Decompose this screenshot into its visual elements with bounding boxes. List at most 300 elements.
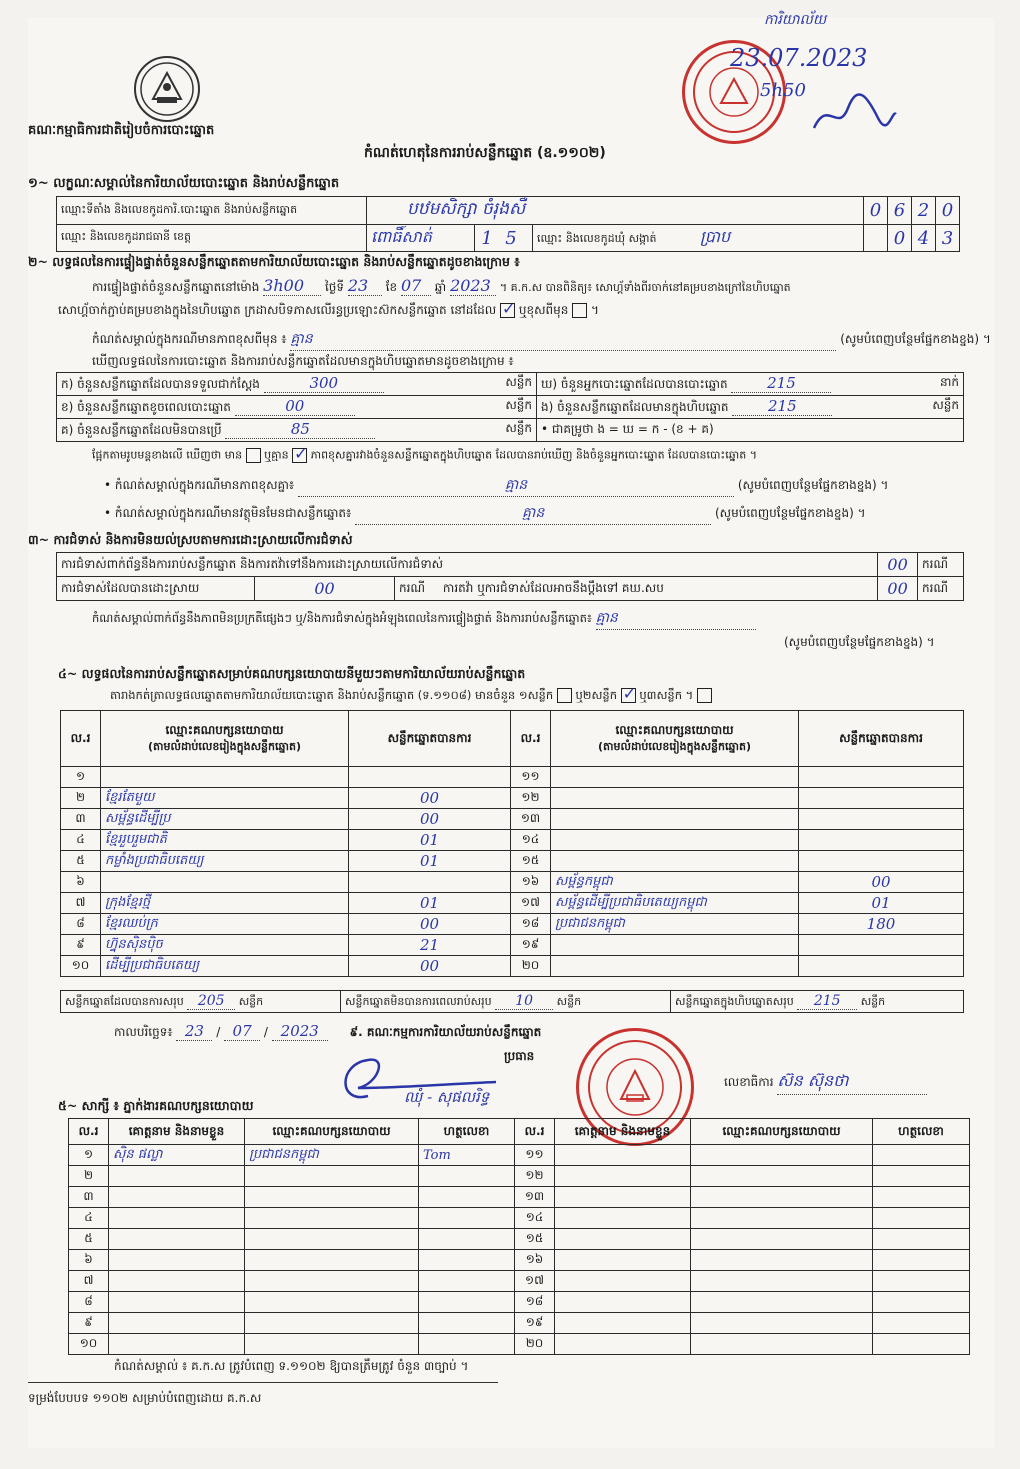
count-e-cell [537, 396, 964, 419]
results-row [61, 767, 964, 788]
count-c-label: គ) ចំនួនសន្លឹកឆ្នោតដែលមិនបានប្រើ [61, 423, 222, 437]
top-signature [808, 88, 898, 138]
results-no: ៦ [61, 872, 101, 893]
witness-col-sign: ហត្ថលេខា [419, 1119, 515, 1145]
para1-day: 23 [348, 276, 382, 296]
intro-text: តារាងកត់ត្រាលទ្ធផលឆ្នោតតាមការិយាល័យបោះឆ្នោត និងរាប់សន្លឹកឆ្នោត (ទ.១១០៨) មានចំនួន ១សន្លឹក [110, 688, 554, 702]
para1-month: 07 [401, 276, 431, 296]
commune-value: ប្រាប [700, 227, 731, 246]
secretary-label: លេខាធិការ [724, 1075, 774, 1089]
results-no: ១៦ [511, 872, 551, 893]
witness-sign [873, 1166, 970, 1187]
results-col-party-sub: (តាមលំដាប់លេខរៀងក្នុងសន្លឹកឆ្នោត) [148, 739, 301, 753]
witness-no: ១ [69, 1145, 109, 1166]
witness-sign [419, 1313, 515, 1334]
witness-row [69, 1292, 970, 1313]
witness-col-party: ឈ្មោះគណបក្សនយោបាយ [245, 1119, 419, 1145]
witness-no: ៤ [69, 1208, 109, 1229]
results-col-party-title: ឈ្មោះគណបក្សនយោបាយ [165, 722, 284, 737]
count-b-label: ខ) ចំនួនសន្លឹកឆ្នោតខូចពេលបោះឆ្នោត [61, 400, 231, 414]
commune-cell [533, 225, 864, 252]
bullet1-hint: (សូមបំពេញបន្ថែមផ្នែកខាងខ្នង) ។ [737, 478, 889, 492]
para2-text: សោហ្គ័ចាក់ភ្ជាប់គម្របខាងក្នុងនៃហិបឆ្នោត ក្រដាសបិទភាសលើរន្ធប្រឡោះស៊កសន្លឹកឆ្នោត នៅដដែល [58, 303, 497, 317]
results-row [61, 893, 964, 914]
witness-name [109, 1166, 245, 1187]
witness-sign [419, 1187, 515, 1208]
date-day: 23 [176, 1022, 212, 1041]
witness-sign [419, 1166, 515, 1187]
bullet2-hint: (សូមបំពេញបន្ថែមផ្នែកខាងខ្នង) ។ [714, 506, 866, 520]
witness-name [109, 1313, 245, 1334]
section2-title: ២~ លទ្ធផលនៃការផ្ទៀងផ្ទាត់ចំនួនសន្លឹកឆ្នោតតាមការិយាល័យបោះឆ្នោត និងរាប់សន្លឹកឆ្នោតដូចខាងក្រោម ៖ [28, 254, 520, 269]
count-d-label: ឃ) ចំនួនអ្នកបោះឆ្នោតដែលបានបោះឆ្នោត [541, 377, 728, 391]
bullet2-label: • កំណត់សម្គាល់ក្នុងករណីមានវត្ថុមិនមែនជាសន្លឹកឆ្នោត៖ [104, 506, 352, 520]
results-no: ៤ [61, 830, 101, 851]
witness-no: ១៤ [515, 1208, 555, 1229]
witness-sign [419, 1334, 515, 1355]
results-votes [799, 935, 964, 956]
witness-body [69, 1145, 970, 1355]
witness-sign [873, 1145, 970, 1166]
witness-no: ១៣ [515, 1187, 555, 1208]
witness-no: ១២ [515, 1166, 555, 1187]
secretary-name: ស៊ន ស៊ុនថា [777, 1070, 927, 1095]
witness-name [555, 1250, 691, 1271]
bullet1-label: • កំណត់សម្គាល់ក្នុងករណីមានភាពខុសគ្នា៖ [104, 478, 295, 492]
count-c-value: 85 [225, 420, 375, 439]
formula-text: • ជាគម្រូថា ង = ឃ = ក - (ខ + គ) [537, 419, 964, 442]
witness-table [68, 1118, 970, 1355]
para1-year-label: ឆ្នាំ [434, 280, 447, 294]
officials-label: ៩. គណៈកម្មការការិយាល័យរាប់សន្លឹកឆ្នោត [349, 1025, 542, 1039]
witness-no: ៦ [69, 1250, 109, 1271]
results-votes: 01 [349, 851, 511, 872]
witness-sign [419, 1208, 515, 1229]
counts-table [56, 372, 964, 442]
objection-value: 00 [878, 553, 918, 577]
province-code-1: 1 [481, 227, 493, 249]
witness-party [245, 1208, 419, 1229]
witness-sign [419, 1250, 515, 1271]
results-party: ខ្មែរឈប់ក្រ [101, 914, 349, 935]
results-body [61, 767, 964, 977]
section1-title: ១~ លក្ខណៈសម្គាល់នៃការិយាល័យបោះឆ្នោត និងរាប់សន្លឹកឆ្នោត [28, 176, 340, 191]
witness-party [691, 1187, 873, 1208]
witness-party [245, 1166, 419, 1187]
results-row [61, 830, 964, 851]
results-party [101, 872, 349, 893]
location-code-1: 0 [864, 197, 888, 225]
secretary-line [724, 1070, 927, 1095]
stamp-date: 23.07.2023 [730, 44, 868, 72]
count-a-value: 300 [264, 374, 384, 393]
witness-name [555, 1145, 691, 1166]
results-no: ៨ [61, 914, 101, 935]
total-box-cell [671, 991, 964, 1013]
results-party: សម្ព័ន្ធដើម្បីប្រជាធិបតេយ្យកម្ពុជា [551, 893, 799, 914]
witness-sign [873, 1334, 970, 1355]
results-party: ហ្វ៊ុនស៊ិនប៉ិច [101, 935, 349, 956]
witness-sign [873, 1250, 970, 1271]
witness-no: ១១ [515, 1145, 555, 1166]
witness-name [109, 1334, 245, 1355]
results-votes: 00 [349, 788, 511, 809]
witness-no: ១៦ [515, 1250, 555, 1271]
compare-text: ផ្អែកតាមរូបមន្តខាងលើ ឃើញថា មាន [92, 448, 243, 462]
observed-text: ឃើញលទ្ធផលនៃការបោះឆ្នោត និងការរាប់សន្លឹកឆ្នោតដែលមានក្នុងហិបឆ្នោតមានដូចខាងក្រោម ៖ [92, 354, 514, 368]
commune-code-2: 4 [912, 225, 936, 252]
intact-checkbox[interactable] [500, 303, 515, 318]
results-votes: 00 [349, 956, 511, 977]
results-party: កម្លាំងប្រជាធិបតេយ្យ [101, 851, 349, 872]
witness-no: ៩ [69, 1313, 109, 1334]
total-valid-cell [61, 991, 341, 1013]
witness-sign [873, 1313, 970, 1334]
witness-no: ១៧ [515, 1271, 555, 1292]
results-votes: 00 [799, 872, 964, 893]
count-a-cell [57, 373, 537, 396]
date-label: កាលបរិច្ឆេទ៖ [114, 1025, 173, 1039]
appeal-label: ការតវ៉ា ឬការជំទាស់ដែលអាចនឹងប្តឹងទៅ គឃ.សប [442, 580, 664, 595]
different-label: ឬខុសពីមុន [518, 303, 569, 317]
location-label: ឈ្មោះទីតាំង និងលេខកូដការិ.បោះឆ្នោត និងរាប់សន្លឹកឆ្នោត [57, 197, 367, 225]
results-row [61, 914, 964, 935]
results-votes: 00 [349, 809, 511, 830]
date-year: 2023 [272, 1022, 328, 1041]
results-no: ១២ [511, 788, 551, 809]
results-no: ១៣ [511, 809, 551, 830]
resolved-cell-b [395, 577, 878, 601]
results-votes: 01 [349, 893, 511, 914]
witness-col-name: គោត្តនាម និងនាមខ្លួន [109, 1119, 245, 1145]
results-party: ក្រុងខ្មែរថ្មី [101, 893, 349, 914]
total-valid-value: 205 [187, 993, 235, 1010]
commune-code-blank [864, 225, 888, 252]
witness-name [109, 1187, 245, 1208]
witness-party: ប្រជាជនកម្ពុជា [245, 1145, 419, 1166]
chair-name: ឈុំ - សុផលរិទ្ធ [404, 1088, 490, 1106]
results-no: ១៨ [511, 914, 551, 935]
count-a-unit: សន្លឹក [505, 375, 532, 389]
witness-party [245, 1334, 419, 1355]
objection-table [56, 552, 964, 601]
count-d-unit: នាក់ [939, 375, 959, 389]
results-party [551, 788, 799, 809]
section3-hint: (សូមបំពេញបន្ថែមផ្នែកខាងខ្នង) ។ [784, 635, 935, 649]
results-no: ៥ [61, 851, 101, 872]
form-page [28, 12, 994, 1448]
results-party [551, 956, 799, 977]
witness-name [109, 1271, 245, 1292]
date-line: កាលបរិច្ឆេទ៖ 23 / 07 / 2023 ៩. គណៈកម្មការការិយាល័យរាប់សន្លឹកឆ្នោត [114, 1022, 542, 1040]
two-sheet-checkbox[interactable] [621, 688, 636, 703]
emblem-icon [139, 61, 195, 117]
results-votes [349, 872, 511, 893]
witness-col-no: ល.រ [69, 1119, 109, 1145]
commune-code-1: 0 [888, 225, 912, 252]
no-diff-checkbox[interactable] [292, 448, 307, 463]
total-valid-label: សន្លឹកឆ្នោតដែលបានការសរុប [65, 994, 184, 1008]
nec-logo [134, 56, 200, 122]
witness-party [245, 1250, 419, 1271]
witness-name [555, 1313, 691, 1334]
stamp-word: ការិយាល័យ [764, 12, 827, 28]
results-no: ១០ [61, 956, 101, 977]
results-row [61, 788, 964, 809]
location-code-4: 0 [936, 197, 960, 225]
results-votes: 01 [799, 893, 964, 914]
count-b-value: 00 [235, 397, 355, 416]
count-e-label: ង) ចំនួនសន្លឹកឆ្នោតដែលមានក្នុងហិបឆ្នោត [541, 400, 729, 414]
section4-intro [110, 688, 712, 705]
results-row [61, 851, 964, 872]
count-c-unit: សន្លឹក [505, 421, 532, 435]
results-no: ២ [61, 788, 101, 809]
total-valid-unit: សន្លឹក [238, 994, 264, 1008]
para1-month-label: ខែ [385, 280, 398, 294]
results-votes [799, 767, 964, 788]
results-party: ប្រជាជនកម្ពុជា [551, 914, 799, 935]
witness-name [555, 1292, 691, 1313]
witness-sign [873, 1292, 970, 1313]
commune-label: ឈ្មោះ និងលេខកូដឃុំ សង្កាត់ [537, 232, 657, 245]
witness-name [555, 1229, 691, 1250]
count-a-label: ក) ចំនួនសន្លឹកឆ្នោតដែលបានទទួលជាក់ស្តែង [61, 377, 260, 391]
results-votes [349, 767, 511, 788]
results-table [60, 710, 964, 977]
results-party [551, 935, 799, 956]
results-col-votes-2: សន្លឹកឆ្នោតបានការ [799, 711, 964, 767]
results-col-no: ល.រ [61, 711, 101, 767]
results-votes [799, 851, 964, 872]
province-code-cell [475, 225, 533, 252]
witness-party [245, 1271, 419, 1292]
results-no: ៧ [61, 893, 101, 914]
results-party [551, 809, 799, 830]
two-sheet-label: ឬ២សន្លឹក [575, 688, 617, 702]
section5-note: កំណត់សម្គាល់ ៖ គ.ក.ស ត្រូវបំពេញ ទ.១១០២ ឱ្យបានត្រឹមត្រូវ ចំនួន ៣ច្បាប់ ។ [114, 1359, 469, 1373]
results-party [551, 767, 799, 788]
results-no: ១១ [511, 767, 551, 788]
witness-name: ស៊ិន ផល្លា [109, 1145, 245, 1166]
three-sheet-label: ឬ៣សន្លឹក ។ [639, 688, 694, 702]
witness-col-party-2: ឈ្មោះគណបក្សនយោបាយ [691, 1119, 873, 1145]
witness-no: ៣ [69, 1187, 109, 1208]
witness-party [691, 1166, 873, 1187]
footer-text: ទម្រង់បែបបទ ១១០២ សម្រាប់បំពេញដោយ គ.ក.ស [28, 1391, 262, 1405]
para1-year: 2023 [450, 276, 496, 296]
results-votes [799, 956, 964, 977]
witness-no: ៥ [69, 1229, 109, 1250]
location-value: បឋមសិក្សា ចំរុងសឺ [367, 197, 864, 225]
compare-tail: ភាពខុសគ្នារវាងចំនួនសន្លឹកឆ្នោតក្នុងហិបឆ្នោត ដែលបានរាប់ឃើញ និងចំនួនអ្នកបោះឆ្នោត ដែលបានបោះឆ្នោត ។ [310, 448, 757, 462]
none-label: ឬគ្មាន [264, 448, 289, 462]
total-invalid-value: 10 [495, 993, 553, 1010]
witness-no: ៧ [69, 1271, 109, 1292]
count-b-unit: សន្លឹក [505, 398, 532, 412]
para1-tail: ។ គ.ក.ស បានពិនិត្យ៖ សោហ្គ័ទាំងពីរចាក់នៅគម្របខាងក្រៅនៃហិបឆ្នោត [499, 281, 791, 294]
witness-no: ១៩ [515, 1313, 555, 1334]
section3-note [92, 608, 756, 630]
para1-intro: ការផ្ទៀងផ្ទាត់ចំនួនសន្លឹកឆ្នោតនៅម៉ោង [92, 280, 260, 294]
results-col-party-2 [551, 711, 799, 767]
results-col-no-2: ល.រ [511, 711, 551, 767]
province-code-2: 5 [505, 227, 517, 249]
results-party: ខ្មែររួបរួមជាតិ [101, 830, 349, 851]
results-no: ៩ [61, 935, 101, 956]
count-b-cell [57, 396, 537, 419]
location-code-3: 2 [912, 197, 936, 225]
results-votes: 01 [349, 830, 511, 851]
witness-sign [873, 1208, 970, 1229]
witness-row [69, 1313, 970, 1334]
results-row [61, 809, 964, 830]
count-e-unit: សន្លឹក [932, 398, 959, 412]
results-votes [799, 830, 964, 851]
witness-party [245, 1187, 419, 1208]
witness-no: ២០ [515, 1334, 555, 1355]
witness-row [69, 1208, 970, 1229]
bullet2-line [104, 503, 866, 525]
results-col-votes: សន្លឹកឆ្នោតបានការ [349, 711, 511, 767]
total-invalid-unit: សន្លឹក [556, 994, 582, 1008]
count-d-cell [537, 373, 964, 396]
resolved-value: 00 [255, 577, 395, 601]
results-party [101, 767, 349, 788]
witness-party [245, 1229, 419, 1250]
section3-note-label: កំណត់សម្គាល់ពាក់ព័ន្ធនឹងភាពមិនប្រក្រតីផ្សេងៗ ឬ/និងការជំទាស់ក្នុងអំឡុងពេលនៃការផ្ទៀងផ្ទាត់ និងការរាប់សន្លឹកឆ្នោត៖ [92, 611, 592, 625]
results-no: ១ [61, 767, 101, 788]
totals-table [60, 990, 964, 1013]
results-col-party [101, 711, 349, 767]
province-value: ពោធិ៍សាត់ [367, 225, 475, 252]
results-party: សម្ព័ន្ធកម្ពុជា [551, 872, 799, 893]
count-d-value: 215 [731, 374, 831, 393]
results-no: ១៧ [511, 893, 551, 914]
witness-no: ១៨ [515, 1292, 555, 1313]
witness-name [109, 1208, 245, 1229]
witness-sign [873, 1229, 970, 1250]
witness-party [691, 1271, 873, 1292]
witness-party [691, 1292, 873, 1313]
witness-row [69, 1250, 970, 1271]
witness-sign [419, 1229, 515, 1250]
appeal-value: 00 [878, 577, 918, 601]
one-sheet-checkbox[interactable] [557, 688, 572, 703]
results-party [551, 851, 799, 872]
witness-party [691, 1334, 873, 1355]
objection-unit: ករណី [918, 553, 964, 577]
witness-row [69, 1166, 970, 1187]
witness-party [245, 1292, 419, 1313]
count-e-value: 215 [732, 397, 832, 416]
count-c-cell [57, 419, 537, 442]
witness-name [109, 1292, 245, 1313]
para1-day-label: ថ្ងៃទី [325, 280, 345, 294]
witness-sign [873, 1271, 970, 1292]
results-votes [799, 809, 964, 830]
note-label: កំណត់សម្គាល់ក្នុងករណីមានភាពខុសពីមុន ៖ [92, 332, 287, 346]
resolved-unit: ករណី [399, 580, 426, 595]
note-hint: (សូមបំពេញបន្ថែមផ្នែកខាងខ្នង) ។ [840, 332, 991, 346]
witness-no: ១០ [69, 1334, 109, 1355]
results-votes: 180 [799, 914, 964, 935]
results-row [61, 956, 964, 977]
section4-title: ៤~ លទ្ធផលនៃការរាប់សន្លឹកឆ្នោតសម្រាប់គណបក្សនយោបាយនីមួយៗតាមការិយាល័យរាប់សន្លឹកឆ្នោត [58, 666, 526, 681]
results-party [551, 830, 799, 851]
witness-no: ៨ [69, 1292, 109, 1313]
witness-row [69, 1271, 970, 1292]
witness-name [555, 1208, 691, 1229]
form-title: កំណត់ហេតុនៃការរាប់សន្លឹកឆ្នោត (ឧ.១១០២) [364, 145, 606, 161]
para1-time: 3h00 [263, 276, 321, 296]
witness-col-sign-2: ហត្ថលេខា [873, 1119, 970, 1145]
witness-name [109, 1229, 245, 1250]
witness-name [555, 1166, 691, 1187]
total-invalid-cell [341, 991, 671, 1013]
witness-name [109, 1250, 245, 1271]
results-votes: 21 [349, 935, 511, 956]
different-checkbox[interactable] [572, 303, 587, 318]
three-sheet-checkbox[interactable] [697, 688, 712, 703]
total-box-unit: សន្លឹក [860, 994, 886, 1008]
section5-title: ៥~ សាក្សី ៖ ភ្នាក់ងារគណបក្សនយោបាយ [58, 1098, 254, 1113]
witness-party [691, 1229, 873, 1250]
results-votes [799, 788, 964, 809]
total-box-value: 215 [797, 993, 857, 1010]
witness-no: ២ [69, 1166, 109, 1187]
section3-title: ៣~ ការជំទាស់ និងការមិនយល់ស្របតាមការដោះស្រាយលើការជំទាស់ [28, 532, 353, 547]
witness-row [69, 1229, 970, 1250]
witness-name [555, 1334, 691, 1355]
witness-party [691, 1208, 873, 1229]
note-value: គ្មាន [290, 329, 836, 351]
section1-table [56, 196, 960, 252]
section3-note-value: គ្មាន [596, 608, 756, 630]
footer-rule [28, 1382, 498, 1383]
witness-row [69, 1145, 970, 1166]
witness-no: ១៥ [515, 1229, 555, 1250]
witness-party [245, 1313, 419, 1334]
witness-sign: Tom [419, 1145, 515, 1166]
witness-sign [873, 1187, 970, 1208]
resolved-label: ការជំទាស់ដែលបានដោះស្រាយ [57, 577, 255, 601]
witness-row [69, 1187, 970, 1208]
results-col-party-sub-2: (តាមលំដាប់លេខរៀងក្នុងសន្លឹកឆ្នោត) [598, 739, 751, 753]
appeal-unit: ករណី [918, 577, 964, 601]
location-code-2: 6 [888, 197, 912, 225]
witness-sign [419, 1292, 515, 1313]
section2-para2: សោហ្គ័ចាក់ភ្ជាប់គម្របខាងក្នុងនៃហិបឆ្នោត ក្រដាសបិទភាសលើរន្ធប្រឡោះស៊កសន្លឹកឆ្នោត នៅដដែល ✓ ឬខុសពីមុន ។ [58, 302, 599, 320]
results-party: ដើម្បីប្រជាធិបតេយ្យ [101, 956, 349, 977]
total-invalid-label: សន្លឹកឆ្នោតមិនបានការពេលរាប់សរុប [345, 994, 492, 1008]
witness-name [555, 1271, 691, 1292]
bullet1-value: គ្មាន [298, 475, 734, 497]
compare-line [92, 448, 757, 465]
bullet2-value: គ្មាន [355, 503, 711, 525]
objection-label: ការជំទាស់ពាក់ព័ន្ធនឹងការរាប់សន្លឹកឆ្នោត និងការតវ៉ាទៅនឹងការដោះស្រាយលើការជំទាស់ [57, 553, 878, 577]
results-party: ខ្មែរតែមួយ [101, 788, 349, 809]
section2-note [92, 329, 991, 351]
results-no: ១៤ [511, 830, 551, 851]
witness-col-no-2: ល.រ [515, 1119, 555, 1145]
stamp-time: 5h50 [760, 80, 806, 101]
commune-code-3: 3 [936, 225, 960, 252]
results-row [61, 872, 964, 893]
has-diff-checkbox[interactable] [246, 448, 261, 463]
results-no: ២០ [511, 956, 551, 977]
date-month: 07 [224, 1022, 260, 1041]
